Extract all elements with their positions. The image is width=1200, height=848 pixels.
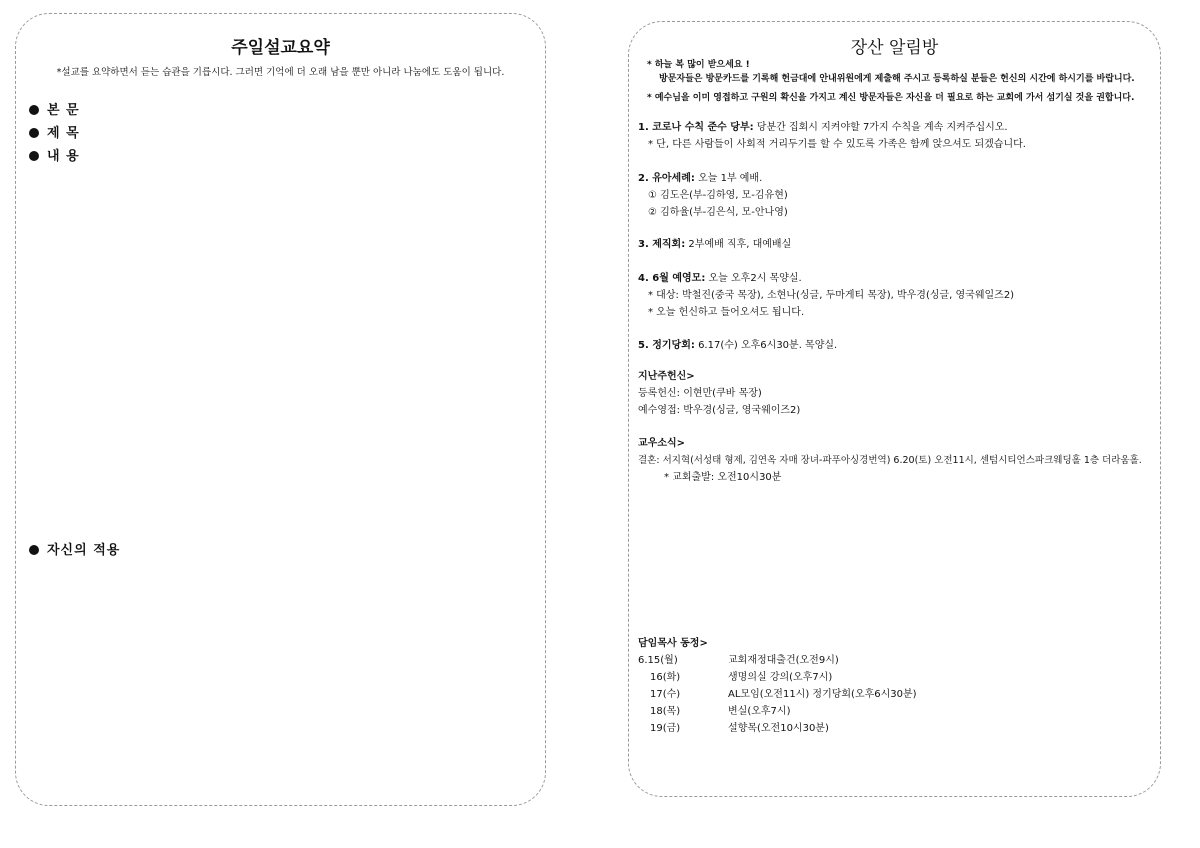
schedule-date: 18(목)	[650, 706, 681, 717]
schedule-event: AL모임(오전11시) 정기당회(오후6시30분)	[728, 689, 917, 700]
bullet-icon	[29, 128, 39, 138]
item-heading: 1. 코로나 수칙 준수 당부:	[638, 122, 754, 133]
item-sub-line: * 대상: 박철진(중국 목장), 소현나(싱글, 두마게티 목장), 박우경(싱글, 영국웨일즈2)	[648, 290, 1015, 301]
schedule-date: 6.15(월)	[638, 655, 678, 666]
schedule-event: 교회재정대출건(오전9시)	[728, 655, 839, 666]
schedule-row	[638, 686, 917, 703]
item-text: 2부예배 직후, 대예배실	[685, 239, 792, 250]
schedule-row	[638, 703, 917, 720]
notice-line-2: 방문자들은 방문카드를 기록해 헌금대에 안내위원에게 제출해 주시고 등록하실 분들은 헌신의 시간에 하시기를 바랍니다.	[659, 74, 1135, 84]
offering-line: 등록헌신: 이현만(쿠바 목장)	[638, 388, 762, 399]
member-news-section	[638, 435, 1142, 486]
notice-line-3: * 예수님을 이미 영접하고 구원의 확신을 가지고 계신 방문자들은 자신을 더 필요로 하는 교회에 가서 섬기실 것을 권합니다.	[647, 93, 1135, 103]
item-sub-line: * 단, 다른 사람들이 사회적 거리두기를 할 수 있도록 가족은 함께 앉으셔도 되겠습니다.	[648, 139, 1026, 150]
announcement-item-5	[638, 337, 837, 354]
offering-section	[638, 368, 800, 419]
bullet-label: 제 목	[47, 126, 80, 141]
bullet-label: 자신의 적용	[47, 543, 121, 558]
member-news-line: 결혼: 서지혁(서성태 형제, 김연옥 자매 장녀-파푸아싱경번역) 6.20(토) 오전11시, 센텀시티언스파크웨딩홀 1층 더라움홀.	[638, 455, 1142, 466]
sermon-summary-title: 주일설교요약	[231, 38, 330, 58]
bullet-text-passage	[29, 99, 80, 118]
schedule-event: 설향목(오전10시30분)	[728, 723, 829, 734]
member-news-sub: * 교회출발: 오전10시30분	[664, 472, 782, 483]
item-text: 6.17(수) 오후6시30분. 목양실.	[694, 340, 838, 351]
item-heading: 3. 제직회:	[638, 239, 686, 250]
pastor-schedule-title: 담임목사 동정>	[638, 638, 708, 649]
schedule-row	[638, 652, 917, 669]
member-news-title: 교우소식>	[638, 438, 686, 449]
announcement-item-4	[638, 270, 1014, 321]
item-text: 오늘 오후2시 목양실.	[705, 273, 802, 284]
bullet-icon	[29, 151, 39, 161]
item-sub-line: ① 김도은(부-김하영, 모-김유현)	[648, 190, 788, 201]
bullet-application	[29, 539, 120, 558]
bullet-content	[29, 145, 80, 164]
sermon-summary-subtitle: *설교를 요약하면서 듣는 습관을 기릅시다. 그러면 기억에 더 오래 남을 뿐만 아니라 나눔에도 도움이 됩니다.	[56, 67, 505, 78]
item-text: 오늘 1부 예배.	[694, 173, 763, 184]
announcement-item-2	[638, 170, 788, 221]
schedule-row	[638, 720, 917, 737]
pastor-schedule-section	[638, 635, 917, 737]
item-heading: 4. 6월 예영모:	[638, 273, 706, 284]
announcement-item-1	[638, 119, 1026, 153]
schedule-event: 생명의실 강의(오후7시)	[728, 672, 833, 683]
pastor-schedule-table	[638, 652, 917, 737]
schedule-event: 변실(오후7시)	[728, 706, 791, 717]
item-heading: 2. 유아세례:	[638, 173, 695, 184]
notice-line-1: * 하늘 복 많이 받으세요 !	[647, 60, 750, 70]
bullet-icon	[29, 105, 39, 115]
bullet-label: 본 문	[47, 103, 80, 118]
schedule-date: 17(수)	[650, 689, 681, 700]
sermon-summary-panel	[15, 13, 546, 806]
bullet-label: 내 용	[47, 149, 80, 164]
schedule-date: 19(금)	[650, 723, 681, 734]
announcement-item-3	[638, 236, 791, 253]
notice-block	[647, 58, 1135, 105]
offering-line: 예수영접: 박우경(싱글, 영국웨이즈2)	[638, 405, 801, 416]
bullet-title	[29, 122, 80, 141]
item-sub-line: * 오늘 헌신하고 들어오셔도 됩니다.	[648, 307, 805, 318]
item-heading: 5. 정기당회:	[638, 340, 695, 351]
item-sub-line: ② 김하율(부-김은식, 모-안나영)	[648, 207, 788, 218]
offering-title: 지난주헌신>	[638, 371, 695, 382]
announcements-title: 장산 알림방	[850, 38, 939, 58]
item-text: 당분간 집회시 지켜야할 7가지 수칙을 계속 지켜주십시오.	[753, 122, 1008, 133]
announcements-panel	[628, 21, 1161, 797]
schedule-row	[638, 669, 917, 686]
bullet-icon	[29, 545, 39, 555]
schedule-date: 16(화)	[650, 672, 681, 683]
